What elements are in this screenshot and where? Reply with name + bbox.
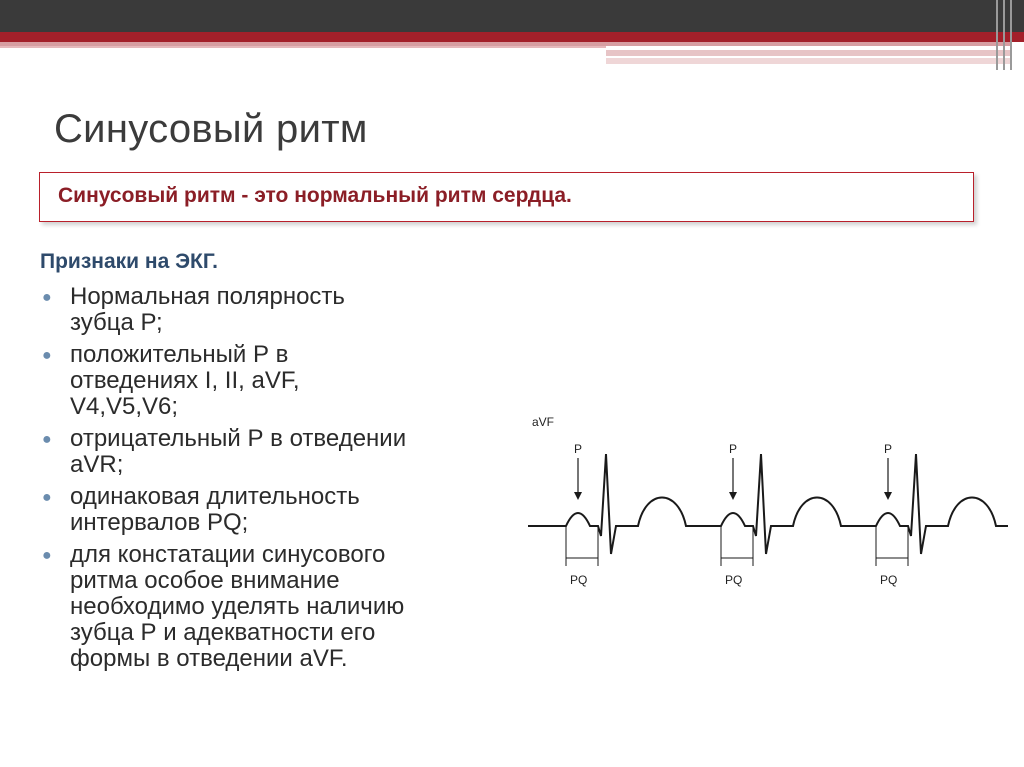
- list-item-text: отрицательный Р в отведении aVR;: [70, 425, 407, 478]
- signs-heading: Признаки на ЭКГ.: [40, 250, 218, 273]
- list-item-text: положительный Р в отведениях I, II, aVF, V4,V5,V6;: [70, 341, 300, 420]
- ecg-trace: [528, 454, 1008, 554]
- ecg-trace-diagram: [528, 408, 1008, 608]
- bullet-icon: ●: [42, 547, 52, 564]
- list-item: [40, 426, 520, 478]
- header-pink-strip-lower: [606, 58, 1010, 64]
- header-pink-strip-upper: [606, 50, 1010, 56]
- p-wave-arrowhead: [574, 492, 582, 500]
- header-red-band: [0, 32, 1024, 42]
- header-divider-line: [1003, 0, 1005, 70]
- ecg-lead-label: aVF: [532, 415, 555, 429]
- definition-text: Синусовый ритм - это нормальный ритм сердца.: [58, 184, 572, 207]
- bullet-icon: ●: [42, 489, 52, 506]
- pq-interval-label: PQ: [880, 573, 898, 587]
- bullet-icon: ●: [42, 431, 52, 448]
- bullet-icon: ●: [42, 347, 52, 364]
- definition-box: [39, 172, 974, 222]
- slide-title: Синусовый ритм: [54, 107, 368, 151]
- ecg-figure: [528, 408, 1008, 608]
- pq-interval-label: PQ: [570, 573, 588, 587]
- list-item: [40, 284, 520, 336]
- header-divider-line: [996, 0, 998, 70]
- p-wave-arrowhead: [884, 492, 892, 500]
- signs-list: [40, 284, 520, 678]
- header-dark-bar: [0, 0, 1024, 34]
- list-item-text: для констатации синусового ритма особое внимание необходимо уделять наличию зубца Р и адекватности его формы в отведении aVF.: [70, 541, 405, 672]
- list-item: [40, 342, 520, 420]
- p-wave-label: P: [729, 442, 738, 456]
- list-item: [40, 542, 520, 672]
- p-wave-arrowhead: [729, 492, 737, 500]
- pq-interval-label: PQ: [725, 573, 743, 587]
- ecg-beats: [528, 442, 1008, 587]
- header-pink-line: [0, 46, 606, 48]
- list-item: [40, 484, 520, 536]
- p-wave-label: P: [574, 442, 583, 456]
- p-wave-label: P: [884, 442, 893, 456]
- list-item-text: одинаковая длительность интервалов PQ;: [70, 483, 360, 536]
- list-item-text: Нормальная полярность зубца Р;: [70, 283, 345, 336]
- header-divider-line: [1010, 0, 1012, 70]
- bullet-icon: ●: [42, 289, 52, 306]
